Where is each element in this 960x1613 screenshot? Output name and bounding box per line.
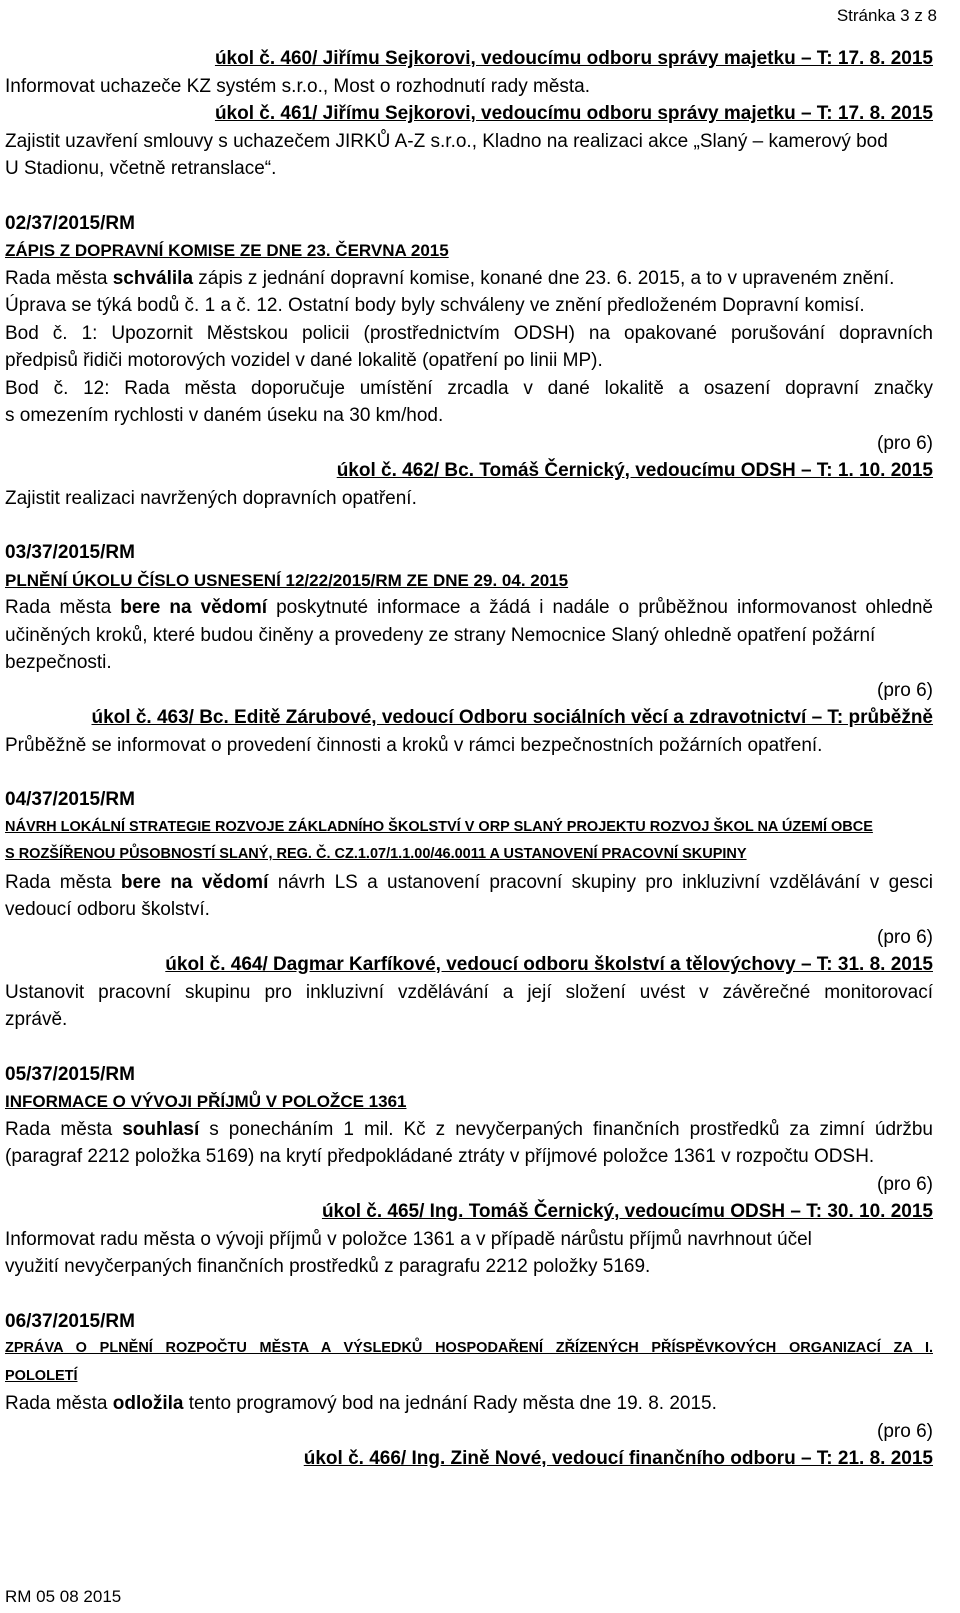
vote-count: (pro 6) [877,926,933,948]
text: Rada města [5,1118,123,1140]
task-462-text: Zajistit realizaci navržených dopravních opatření. [5,487,417,509]
decision-verb: bere na vědomí [120,871,269,893]
text: Rada města [5,267,113,289]
text: Rada města [5,1393,113,1414]
resolution-02-line5: Bod č. 12: Rada města doporučuje umístění zrcadla v dané lokalitě a osazení dopravní značky [5,377,933,399]
resolution-code-06: 06/37/2015/RM [5,1310,135,1332]
resolution-heading-05: INFORMACE O VÝVOJI PŘÍJMŮ V POLOŽCE 1361 [5,1092,407,1111]
resolution-heading-04-line2: S ROZŠÍŘENOU PŮSOBNOSTÍ SLANÝ, REG. Č. CZ.1.07/1.1.00/46.0011 A USTANOVENÍ PRACOVNÍ SKUPINY [5,846,747,862]
footer: RM 05 08 2015 [5,1587,122,1606]
resolution-code-02: 02/37/2015/RM [5,212,135,234]
vote-count: (pro 6) [877,679,933,701]
task-464-text-line1: Ustanovit pracovní skupinu pro inkluzivní vzdělávání a její složení uvést v závěrečné monitorovací [5,981,933,1003]
resolution-02-line2: Úprava se týká bodů č. 1 a č. 12. Ostatní body byly schváleny ve znění předloženém Dopravní komisí. [5,295,865,316]
decision-verb: bere na vědomí [120,597,268,618]
page-number: Stránka 3 z 8 [836,6,937,25]
task-460-text: Informovat uchazeče KZ systém s.r.o., Most o rozhodnutí rady města. [5,75,591,97]
text: s ponecháním 1 mil. Kč z nevyčerpaných finančních prostředků za zimní údržbu [199,1118,933,1140]
resolution-02-line1 [5,265,933,293]
vote-count: (pro 6) [877,432,933,454]
text: poskytnuté informace a žádá i nadále o průběžnou informovanost ohledně [267,597,933,618]
resolution-03-line3: bezpečnosti. [5,652,112,673]
resolution-02-line4: předpisů řidiči motorových vozidel v dané lokalitě (opatření po linii MP). [5,350,603,371]
resolution-06-line1 [5,1390,933,1418]
resolution-code-03: 03/37/2015/RM [5,542,135,563]
document-body [5,45,933,1473]
resolution-code-05: 05/37/2015/RM [5,1063,135,1085]
text: tento programový bod na jednání Rady města dne 19. 8. 2015. [183,1393,717,1414]
resolution-heading-06-line1: ZPRÁVA O PLNĚNÍ ROZPOČTU MĚSTA A VÝSLEDKŮ HOSPODAŘENÍ ZŘÍZENÝCH PŘÍSPĚVKOVÝCH ORGANIZACÍ ZA I. [5,1340,933,1356]
resolution-03-line1 [5,594,933,622]
decision-verb: souhlasí [122,1118,200,1140]
task-461: úkol č. 461/ Jiřímu Sejkorovi, vedoucímu odboru správy majetku – T: 17. 8. 2015 [214,103,933,124]
vote-count: (pro 6) [877,1173,933,1195]
resolution-heading-06-line2: POLOLETÍ [5,1367,78,1384]
task-460: úkol č. 460/ Jiřímu Sejkorovi, vedoucímu odboru správy majetku – T: 17. 8. 2015 [214,48,933,69]
text: Rada města [5,597,121,618]
resolution-05-line2: (paragraf 2212 položka 5169) na krytí předpokládané ztráty v příjmové položce 1361 v rozpočtu ODSH. [5,1146,875,1167]
task-462: úkol č. 462/ Bc. Tomáš Černický, vedoucímu ODSH – T: 1. 10. 2015 [336,460,933,481]
resolution-code-04: 04/37/2015/RM [5,789,135,810]
resolution-04-line2: vedoucí odboru školství. [5,899,210,920]
decision-verb: schválila [112,267,194,289]
task-465-text-line1: Informovat radu města o vývoji příjmů v položce 1361 a v případě nárůstu příjmů navrhnout účel [5,1228,812,1250]
resolution-03-line2: učiněných kroků, které budou činěny a provedeny ze strany Nemocnice Slaný ohledně opatření požární [5,624,876,646]
task-465-text-line2: využití nevyčerpaných finančních prostředků z paragrafu 2212 položky 5169. [5,1256,651,1277]
resolution-02-line3: Bod č. 1: Upozornit Městskou policii (prostřednictvím ODSH) na opakované porušování dopravních [5,322,933,344]
vote-count: (pro 6) [877,1420,933,1442]
text: Rada města [5,871,121,893]
task-463: úkol č. 463/ Bc. Editě Zárubové, vedoucí Odboru sociálních věcí a zdravotnictví – T: průběžně [91,707,933,728]
resolution-04-line1 [5,869,933,897]
task-466: úkol č. 466/ Ing. Zině Nové, vedoucí finančního odboru – T: 21. 8. 2015 [303,1448,933,1469]
task-461-text-line1: Zajistit uzavření smlouvy s uchazečem JIRKŮ A-Z s.r.o., Kladno na realizaci akce „Slaný – kamerový bod [5,130,888,152]
task-463-text: Průběžně se informovat o provedení činnosti a kroků v rámci bezpečnostních požárních opatření. [5,734,823,756]
text: zápis z jednání dopravní komise, konané dne 23. 6. 2015, a to v upraveném znění. [193,267,895,289]
task-461-text-line2: U Stadionu, včetně retranslace“. [5,158,277,179]
task-465: úkol č. 465/ Ing. Tomáš Černický, vedoucímu ODSH – T: 30. 10. 2015 [321,1201,933,1222]
task-464: úkol č. 464/ Dagmar Karfíkové, vedoucí odboru školství a tělovýchovy – T: 31. 8. 2015 [165,954,933,975]
decision-verb: odložila [112,1393,184,1414]
resolution-heading-03: PLNĚNÍ ÚKOLU ČÍSLO USNESENÍ 12/22/2015/RM ZE DNE 29. 04. 2015 [5,570,569,590]
resolution-05-line1 [5,1116,933,1144]
task-464-text-line2: zprávě. [5,1009,68,1030]
resolution-heading-04-line1: NÁVRH LOKÁLNÍ STRATEGIE ROZVOJE ZÁKLADNÍHO ŠKOLSTVÍ V ORP SLANÝ PROJEKTU ROZVOJ ŠKOL NA ÚZEMÍ OBCE [5,818,873,835]
resolution-02-line6: s omezením rychlosti v daném úseku na 30 km/hod. [5,405,444,426]
resolution-heading-02: ZÁPIS Z DOPRAVNÍ KOMISE ZE DNE 23. ČERVNA 2015 [5,241,449,260]
text: návrh LS a ustanovení pracovní skupiny pro inkluzivní vzdělávání v gesci [268,871,933,893]
